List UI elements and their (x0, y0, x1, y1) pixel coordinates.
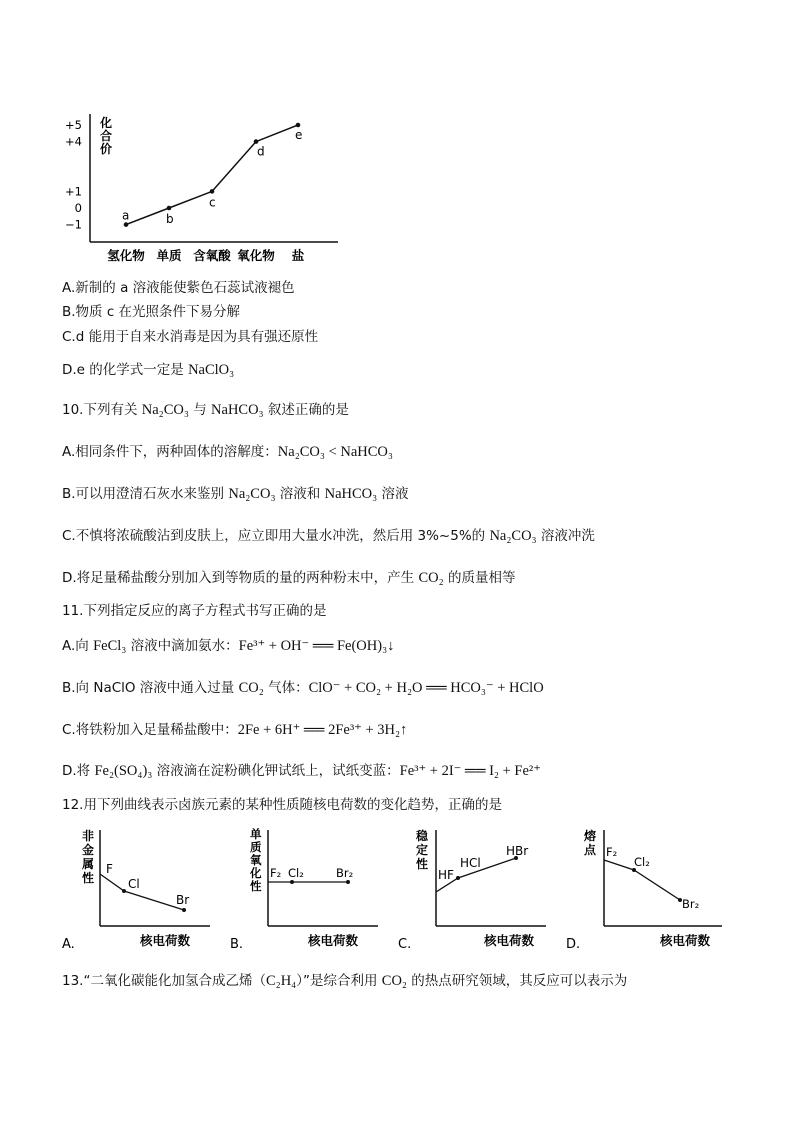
point (182, 908, 186, 912)
point-label: Br₂ (682, 897, 700, 911)
point-label: b (166, 212, 174, 226)
q10-stem: 10.下列有关 Na₂CO₃ 与 NaHCO₃ 叙述正确的是 (62, 402, 349, 418)
x-category-label: 氧化物 (237, 248, 275, 263)
point-label: F₂ (270, 866, 282, 880)
point-label: a (122, 208, 130, 223)
ylabel-char: 属 (82, 857, 95, 871)
q11-stem: 11.下列指定反应的离子方程式书写正确的是 (62, 603, 327, 619)
ylabel-char: 金 (82, 843, 95, 857)
ylabel-char: 单 (250, 827, 262, 841)
q12-chart-d (566, 828, 722, 952)
q9-option-a: A.新制的 a 溶液能使紫色石蕊试液褪色 (62, 280, 295, 296)
ylabel-char: 定 (416, 843, 429, 857)
y-axis-label-2: 合 (100, 129, 113, 143)
data-point (296, 123, 301, 128)
point-label: c (209, 195, 216, 210)
xlabel: 核电荷数 (660, 933, 711, 948)
y-axis-label-3: 价 (100, 142, 113, 156)
ylabel-char: 性 (82, 871, 95, 885)
xlabel: 核电荷数 (140, 933, 191, 948)
q9-option-c: C.d 能用于自来水消毒是因为具有强还原性 (62, 329, 319, 345)
ylabel-char: 性 (250, 879, 262, 893)
ylabel-char: 熔 (584, 829, 597, 843)
y-tick-label: +1 (65, 184, 82, 199)
point-label: Br₂ (336, 866, 354, 880)
ylabel-char: 化 (250, 866, 262, 880)
y-tick-label: 0 (74, 201, 82, 215)
q12-option-c: C. (398, 937, 412, 952)
point-label: Cl₂ (288, 866, 304, 880)
y-axis-label-1: 化 (100, 116, 113, 130)
point (290, 880, 294, 884)
ylabel-char: 非 (82, 829, 95, 843)
ylabel-char: 稳 (416, 829, 429, 843)
data-points (122, 123, 302, 227)
point-label: e (295, 128, 303, 142)
ylabel-char: 性 (416, 857, 429, 871)
point-label: Cl (128, 877, 140, 891)
x-categories (107, 248, 305, 263)
q9-option-b: B.物质 c 在光照条件下易分解 (62, 304, 241, 320)
point-label: Cl₂ (634, 855, 650, 869)
point-label: F₂ (606, 845, 618, 859)
q10-option-c: C.不慎将浓硫酸沾到皮肤上，应立即用大量水冲洗，然后用 3%~5%的 Na₂CO₃ 溶液冲洗 (62, 528, 595, 544)
q13-stem: 13.“二氧化碳能化加氢合成乙烯（C₂H₄）”是综合利用 CO₂ 的热点研究领域，其反应可以表示为 (62, 973, 628, 989)
q12-option-d: D. (566, 937, 581, 952)
xlabel: 核电荷数 (308, 933, 359, 948)
x-category-label: 含氧酸 (193, 248, 231, 263)
q12-chart-b (230, 827, 378, 952)
q11-option-b: B.向 NaClO 溶液中通入过量 CO₂ 气体：ClO⁻ + CO₂ + H₂O ══ HCO₃⁻ + HClO (62, 680, 544, 696)
point-label: HF (438, 868, 454, 882)
q12-charts (58, 826, 738, 954)
data-point (167, 206, 172, 211)
ylabel-char: 质 (250, 840, 262, 854)
point-label: F (106, 862, 113, 876)
point-label: HBr (506, 844, 529, 858)
ylabel-char: 氧 (250, 853, 262, 867)
q12-stem: 12.用下列曲线表示卤族元素的某种性质随核电荷数的变化趋势，正确的是 (62, 797, 502, 813)
x-category-label: 单质 (156, 248, 182, 263)
ylabel-char: 点 (584, 843, 597, 857)
q12-option-a: A. (62, 937, 75, 952)
point (346, 880, 350, 884)
x-category-label: 盐 (291, 248, 305, 263)
data-point (210, 189, 215, 194)
point (122, 889, 126, 893)
trend-line (100, 874, 184, 910)
y-tick-label: +4 (65, 134, 82, 149)
q11-option-a: A.向 FeCl₃ 溶液中滴加氨水：Fe³⁺ + OH⁻ ══ Fe(OH)₃↓ (62, 638, 395, 654)
q10-option-b: B.可以用澄清石灰水来鉴别 Na₂CO₃ 溶液和 NaHCO₃ 溶液 (62, 486, 409, 502)
q12-option-b: B. (230, 937, 244, 952)
y-tick-label: −1 (65, 217, 82, 232)
xlabel: 核电荷数 (484, 933, 535, 948)
point-label: d (257, 144, 265, 159)
valence-chart (60, 108, 350, 268)
point-label: HCl (460, 856, 481, 870)
q12-chart-a (62, 828, 210, 952)
point (456, 876, 460, 880)
q9-option-d: D.e 的化学式一定是 NaClO₃ (62, 362, 235, 378)
q12-chart-c (398, 828, 546, 952)
y-ticks (65, 118, 82, 232)
y-tick-label: +5 (65, 118, 82, 132)
series-line (126, 125, 298, 225)
point-label: Br (176, 893, 190, 907)
x-category-label: 氢化物 (107, 248, 145, 263)
q11-option-c: C.将铁粉加入足量稀盐酸中：2Fe + 6H⁺ ══ 2Fe³⁺ + 3H₂↑ (62, 722, 408, 738)
data-point (124, 222, 129, 227)
q10-option-a: A.相同条件下，两种固体的溶解度：Na₂CO₃ < NaHCO₃ (62, 444, 393, 460)
q11-option-d: D.将 Fe₂(SO₄)₃ 溶液滴在淀粉碘化钾试纸上，试纸变蓝：Fe³⁺ + 2I⁻ ══ I₂ + Fe²⁺ (62, 763, 541, 779)
data-point (254, 139, 259, 144)
q10-option-d: D.将足量稀盐酸分别加入到等物质的量的两种粉末中，产生 CO₂ 的质量相等 (62, 570, 516, 586)
